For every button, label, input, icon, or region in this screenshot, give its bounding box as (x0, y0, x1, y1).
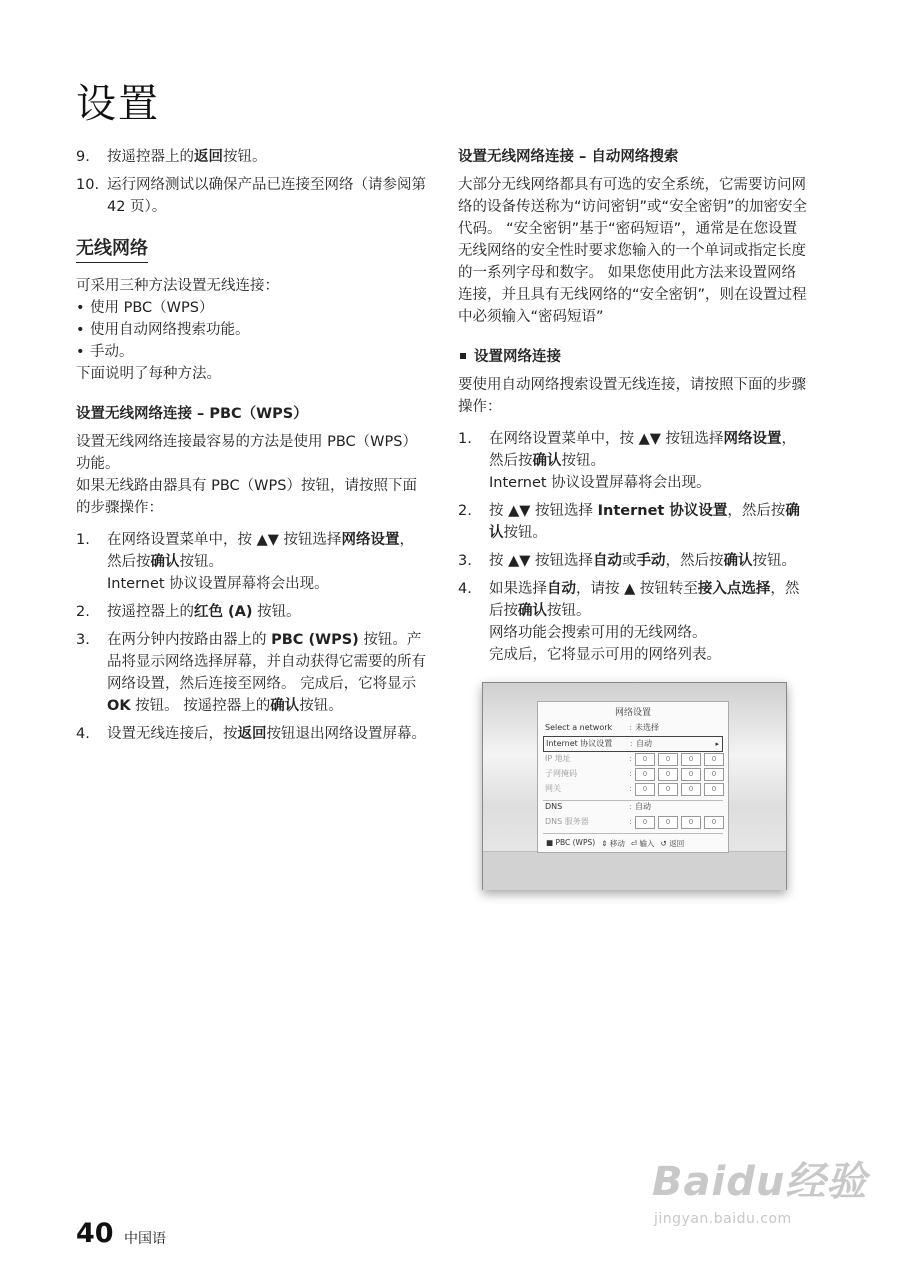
screenshot-bottom-band (483, 851, 786, 890)
section-heading: 无线网络 (76, 238, 148, 263)
step-text: 按钮。 (752, 553, 797, 569)
step-text: 网络功能会搜索可用的无线网络。 (489, 625, 707, 641)
step-number: 4. (76, 726, 90, 742)
row-value: 自动 (635, 802, 651, 811)
row-colon: : (629, 817, 632, 826)
step-bold: 返回 (237, 726, 267, 742)
step-number: 2. (76, 604, 90, 620)
step-bold: 确认 (489, 503, 800, 541)
bullet-item (76, 341, 428, 363)
step-text: ，然后按 (489, 431, 797, 469)
step-bold: 确认 (270, 698, 300, 714)
bullet-mark: • (76, 344, 85, 360)
intro-text: 可采用三种方法设置无线连接： (76, 278, 279, 294)
step-number: 3. (76, 632, 90, 648)
step-bold: 确认 (518, 603, 547, 619)
bullet-text: 使用 PBC（WPS） (90, 300, 214, 316)
step-bold: 网络设置 (341, 532, 400, 548)
bullet-item (76, 319, 428, 341)
row-label: DNS (545, 802, 563, 811)
step-text: 按钮退出网络设置屏幕。 (266, 726, 426, 742)
row-value: 自动 (636, 739, 652, 748)
intro-after: 下面说明了每种方法。 (76, 366, 221, 382)
step-number: 2. (458, 503, 472, 519)
row-value: 未选择 (635, 723, 659, 732)
menu-footer (546, 838, 724, 849)
row-colon: : (629, 723, 632, 732)
menu-row-dns[interactable] (543, 800, 723, 814)
menu-row-ip-settings[interactable] (543, 736, 723, 752)
step-text: ，然后按 (727, 503, 786, 519)
arrow-right-icon: ▸ (715, 740, 719, 748)
step-text: 在网络设置菜单中，按 ▲▼ 按钮选择 (107, 532, 342, 548)
step-bold: 网络设置 (723, 431, 782, 447)
bullet-mark: • (76, 300, 85, 316)
step-number: 1. (76, 532, 90, 548)
auto-step-4 (458, 578, 810, 666)
step-text: 按钮。 按遥控器上的 (130, 698, 271, 714)
ip-boxes: 0 0 0 0 (635, 753, 724, 766)
step-text: 按遥控器上的 (107, 149, 194, 165)
pbc-hint: ■ PBC (WPS) (546, 838, 596, 847)
step-text: ，然后按 (665, 553, 724, 569)
step-text: 按钮。 (252, 604, 301, 620)
move-hint: ⇕ 移动 (601, 839, 625, 848)
auto-step-1 (458, 428, 810, 494)
auto-search-heading: 设置无线网络连接 – 自动网络搜索 (458, 149, 679, 165)
bullet-mark: • (76, 322, 85, 338)
step-bold: 手动 (636, 553, 666, 569)
step-bold: 返回 (194, 149, 223, 165)
auto-step-2 (458, 500, 810, 544)
row-colon: : (629, 769, 632, 778)
step-text: Internet 协议设置屏幕将会出现。 (489, 475, 711, 491)
baidu-watermark (652, 1150, 867, 1227)
step-text: 设置无线连接后，按 (107, 726, 238, 742)
step-text: ，请按 ▲ 按钮转至 (576, 581, 698, 597)
row-colon: : (630, 739, 633, 748)
step-text: ，然后按 (107, 532, 415, 570)
row-label: IP 地址 (545, 754, 571, 763)
step-text: 运行网络测试以确保产品已连接至网络（请参阅第 42 页）。 (107, 177, 426, 215)
network-setup-intro: 要使用自动网络搜索设置无线连接，请按照下面的步骤操作： (458, 377, 806, 415)
step-bold: 确认 (150, 554, 180, 570)
pbc-paragraph: 设置无线网络连接最容易的方法是使用 PBC（WPS）功能。 (76, 434, 417, 472)
row-label: 子网掩码 (545, 769, 577, 778)
step-bold: PBC (WPS) (271, 632, 359, 648)
step-text: 按遥控器上的 (107, 604, 194, 620)
step-text: 按钮。 (299, 698, 343, 714)
step-text: 按钮。 (179, 554, 223, 570)
step-text: ，然后按 (489, 581, 800, 619)
network-settings-menu (537, 701, 729, 853)
step-number: 1. (458, 431, 472, 447)
step-bold: 自动 (547, 581, 576, 597)
auto-search-paragraph: 大部分无线网络都具有可选的安全系统，它需要访问网络的设备传送称为“访问密钥”或“安全密钥”的加密安全代码。 “安全密钥”基于“密码短语”，通常是在您设置无线网络的安全性时要求您输入的一个单词或指定长度的一系列字母和数字。 如果您使用此方法来设置网络连接，并且具有无线网络的“安全密钥”，则在设置过程中必须输入“密码短语” (458, 177, 808, 325)
step-text: 按钮。产品将显示网络选择屏幕，并自动获得它需要的所有网络设置，然后连接至网络。 完成后，它将显示 (107, 632, 426, 692)
row-label: DNS 服务器 (545, 817, 589, 826)
step-bold: OK (107, 698, 131, 714)
step-10 (76, 174, 428, 218)
page-number: 40 (76, 1218, 114, 1249)
square-bullet-icon (460, 353, 466, 359)
step-number: 3. (458, 553, 472, 569)
menu-row-subnet (543, 767, 723, 781)
row-label: 网关 (545, 784, 561, 793)
left-column (76, 146, 428, 751)
step-bold: 自动 (593, 553, 623, 569)
step-text: 如果选择 (489, 581, 547, 597)
step-text: 按 ▲▼ 按钮选择 (489, 553, 594, 569)
step-bold: 接入点选择 (697, 581, 771, 597)
subnet-boxes: 0 0 0 0 (635, 768, 724, 781)
step-bold: 确认 (532, 453, 562, 469)
step-text: 在网络设置菜单中，按 ▲▼ 按钮选择 (489, 431, 724, 447)
dns-boxes: 0 0 0 0 (635, 816, 724, 829)
row-colon: : (629, 802, 632, 811)
watermark-brand: Baidu经验 (652, 1159, 868, 1205)
gateway-boxes: 0 0 0 0 (635, 783, 724, 796)
pbc-step-4 (76, 723, 428, 745)
step-bold: 红色 (A) (194, 604, 253, 620)
pbc-step-2 (76, 601, 428, 623)
row-label: Select a network (545, 723, 613, 732)
step-text: 按钮。 (223, 149, 267, 165)
menu-title: 网络设置 (614, 708, 651, 718)
network-setup-heading: 设置网络连接 (458, 346, 810, 368)
step-bold: 确认 (723, 553, 753, 569)
pbc-heading: 设置无线网络连接 – PBC（WPS） (76, 406, 308, 422)
menu-row-ip-address (543, 752, 723, 766)
page-language: 中国语 (124, 1231, 166, 1247)
enter-hint: ⏎ 输入 (630, 839, 655, 848)
row-label: Internet 协议设置 (546, 739, 613, 748)
step-text: 完成后，它将显示可用的网络列表。 (489, 647, 721, 663)
menu-divider (543, 833, 723, 834)
step-text: 在两分钟内按路由器上的 (107, 632, 272, 648)
row-colon: : (629, 784, 632, 793)
step-9 (76, 146, 428, 168)
menu-row-dns-server (543, 815, 723, 829)
step-number: 9. (76, 149, 90, 165)
bullet-text: 使用自动网络搜索功能。 (90, 322, 250, 338)
page-title: 设置 (76, 81, 160, 127)
step-bold: Internet 协议设置 (597, 503, 728, 519)
step-number: 4. (458, 581, 472, 597)
step-text: 按钮。 (503, 525, 547, 541)
pbc-step-1 (76, 529, 428, 595)
pbc-paragraph: 如果无线路由器具有 PBC（WPS）按钮，请按照下面的步骤操作： (76, 478, 417, 516)
row-colon: : (629, 754, 632, 763)
right-column (458, 146, 810, 672)
auto-step-3 (458, 550, 810, 572)
pbc-step-3 (76, 629, 428, 717)
step-text: 或 (622, 553, 637, 569)
menu-row-select-network[interactable] (543, 721, 723, 735)
step-text: 按钮。 (561, 453, 605, 469)
step-text: 按 ▲▼ 按钮选择 (489, 503, 598, 519)
watermark-url: jingyan.baidu.com (654, 1211, 792, 1227)
menu-row-gateway (543, 782, 723, 796)
bullet-text: 手动。 (90, 344, 134, 360)
return-hint: ↺ 返回 (660, 839, 685, 848)
step-text: Internet 协议设置屏幕将会出现。 (107, 576, 329, 592)
step-text: 按钮。 (547, 603, 591, 619)
bullet-item (76, 297, 428, 319)
step-number: 10. (76, 177, 100, 193)
